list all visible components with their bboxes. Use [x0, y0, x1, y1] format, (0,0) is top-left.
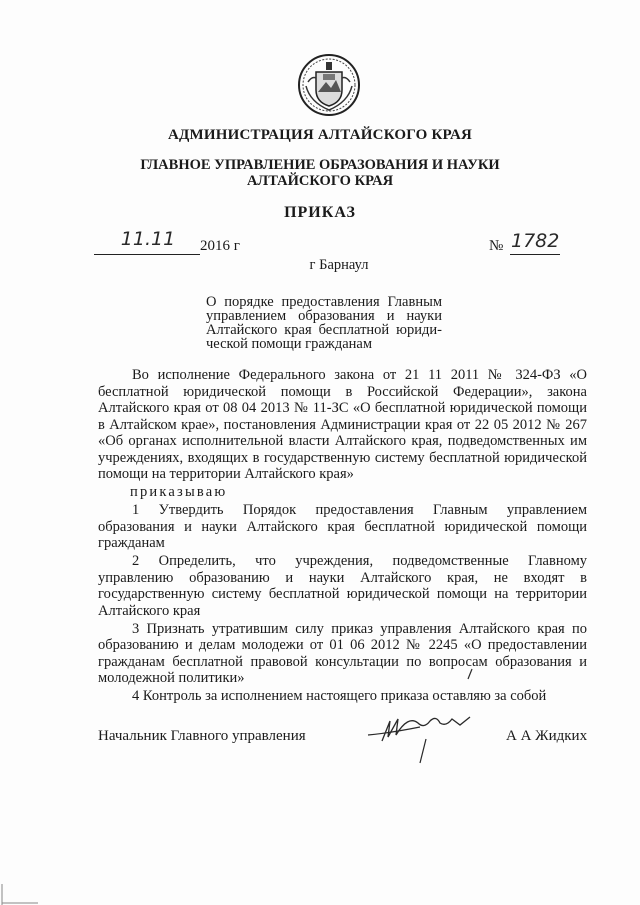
department-heading	[0, 157, 640, 189]
handwritten-signature	[360, 665, 490, 765]
order-word: приказываю	[130, 484, 228, 500]
date-underline	[94, 254, 200, 255]
order-item: 2 Определить, что учреждения, подведомственные Главному управлению образованию и науки Алтайского края, не входят в государственную систему бесплатной юридической помощи на территории Алтайского края	[98, 553, 587, 619]
subject-block	[206, 295, 442, 351]
body-text	[98, 367, 587, 706]
subject-line: Алтайского края бесплатной юриди-	[206, 322, 442, 338]
department-heading-line2: АЛТАЙСКОГО КРАЯ	[246, 173, 394, 189]
order-item: 1 Утвердить Порядок предоставления Главным управлением образования и науки Алтайского края бесплатной юридической помощи гражданам	[98, 502, 587, 551]
coat-of-arms-emblem	[296, 52, 362, 118]
signatory-name: А А Жидких	[506, 728, 588, 744]
handwritten-number: 1782	[511, 230, 560, 252]
preamble-paragraph: Во исполнение Федерального закона от 21 11 2011 № 324-ФЗ «О бесплатной юридической помощи в Российской Федерации», закона Алтайского края от 08 04 2013 № 11-ЗС «О бесплатной юридической помощи в Алтайском крае», постановления Администрации края от 22 05 2012 № 267 «Об органах исполнительной власти Алтайского края, подведомственных им учреждениях, входящих в государственную систему бесплатной юридической помощи на территории Алтайского края»	[98, 367, 587, 482]
subject-line: ческой помощи гражданам	[206, 336, 373, 352]
signatory-title: Начальник Главного управления	[98, 728, 306, 744]
page-corner-mark	[0, 884, 38, 905]
date-year: 2016 г	[200, 238, 240, 254]
number-underline	[510, 254, 560, 255]
number-label: №	[489, 238, 504, 254]
administration-heading: АДМИНИСТРАЦИЯ АЛТАЙСКОГО КРАЯ	[167, 127, 473, 143]
city-line: г Барнаул	[309, 257, 369, 273]
department-heading-line1: ГЛАВНОЕ УПРАВЛЕНИЕ ОБРАЗОВАНИЯ И НАУКИ	[140, 157, 500, 173]
subject-line: управлением образования и науки	[206, 308, 442, 324]
document-type-heading: ПРИКАЗ	[284, 204, 356, 221]
order-item: 4 Контроль за исполнением настоящего приказа оставляю за собой	[132, 688, 547, 704]
order-item: 3 Признать утратившим силу приказ управления Алтайского края по образованию и делам молодежи от 01 06 2012 № 2245 «О предоставлении гражданам бесплатной правовой консультации по вопросам образования и молодежной политики»	[98, 620, 587, 686]
handwritten-date: 11.11	[120, 228, 176, 250]
subject-line: О порядке предоставления Главным	[206, 294, 442, 310]
